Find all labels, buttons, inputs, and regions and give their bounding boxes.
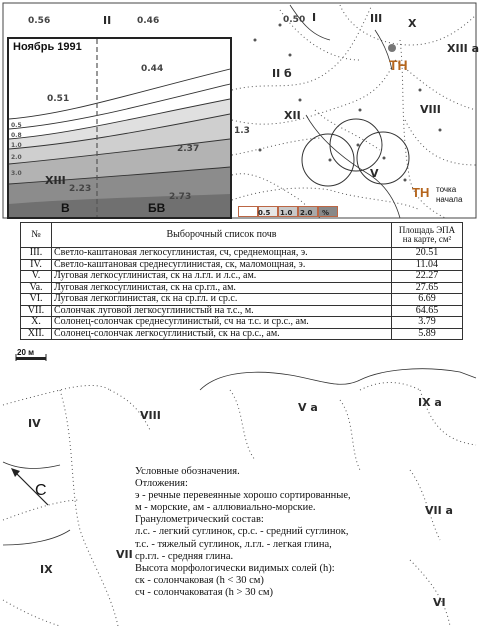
legend-deposits-line: м - морские, ам - аллювиально-морские. <box>135 502 351 514</box>
row-soil: Луговая легкосуглинистая, ск на л.гл. и л.с., ам. <box>52 271 392 283</box>
contour-value: 0.46 <box>137 16 160 26</box>
table-row <box>21 282 463 294</box>
row-area: 20.51 <box>392 248 463 260</box>
legend-deposits-line: э - речные перевеянные хорошо сортированные, <box>135 490 351 502</box>
start-point-legend-symbol: ТН <box>412 185 430 200</box>
inset-value: 0.51 <box>47 94 70 104</box>
scale-bar <box>16 357 46 360</box>
zone-label: II <box>103 14 112 27</box>
legend-granulometry-title: Гранулометрический состав: <box>135 514 351 526</box>
inset-value: 2.73 <box>169 192 192 202</box>
legend-salts-line: ск - солончаковая (h < 30 см) <box>135 575 351 587</box>
table-row <box>21 259 463 271</box>
legend-granulometry-line: т.с. - тяжелый суглинок, л.гл. - легкая глина, <box>135 539 351 551</box>
inset-value: 0.44 <box>141 64 164 74</box>
row-area: 64.65 <box>392 305 463 317</box>
zone-label: X <box>408 17 417 30</box>
row-area: 27.65 <box>392 282 463 294</box>
zone-label: II б <box>272 67 292 80</box>
zone-label: V <box>370 167 379 180</box>
inset-zone-label: XIII <box>45 174 66 187</box>
column-header-area: Площадь ЭПА на карте, см² <box>392 223 463 248</box>
zone-label: VI <box>433 596 446 609</box>
row-area: 6.69 <box>392 294 463 306</box>
legend-title: Условные обозначения. <box>135 466 351 478</box>
scale-label: 20 м <box>17 348 35 357</box>
row-number: VI. <box>21 294 52 306</box>
contour-value: 0.56 <box>28 16 51 26</box>
inset-title: Ноябрь 1991 <box>13 41 82 53</box>
salinity-label: % <box>322 209 330 217</box>
inset-side-label: В <box>61 201 70 215</box>
table-row <box>21 317 463 329</box>
row-soil: Солонец-солончак среднесуглинистый, сч на т.с. и ср.с., ам. <box>52 317 392 329</box>
zone-label: VIII <box>420 103 441 116</box>
table-row <box>21 248 463 260</box>
inset-axis-label: 2.0 <box>11 154 22 161</box>
row-number: XII. <box>21 328 52 340</box>
row-area: 5.89 <box>392 328 463 340</box>
row-area: 3.79 <box>392 317 463 329</box>
inset-map <box>7 37 232 219</box>
table-row <box>21 328 463 340</box>
zone-label: III <box>370 12 383 25</box>
legend-deposits-title: Отложения: <box>135 478 351 490</box>
inset-axis-label: 0.8 <box>11 132 22 139</box>
salinity-swatch <box>238 206 258 217</box>
zone-label: I <box>312 11 317 24</box>
column-header-soil: Выборочный список почв <box>52 223 392 248</box>
legend-granulometry-line: л.с. - легкий суглинок, ср.с. - средний суглинок, <box>135 526 351 538</box>
salinity-label: 2.0 <box>300 209 313 217</box>
sample-points <box>254 24 442 182</box>
start-point-marker <box>388 44 396 52</box>
zone-label: IV <box>28 417 41 430</box>
row-number: Va. <box>21 282 52 294</box>
zone-label: IX <box>40 563 53 576</box>
row-number: IV. <box>21 259 52 271</box>
row-number: III. <box>21 248 52 260</box>
start-point-legend-text: точка <box>436 185 457 194</box>
zone-label: VIII <box>140 409 161 422</box>
row-number: X. <box>21 317 52 329</box>
zone-label: V a <box>298 401 318 414</box>
table-header-row <box>21 223 463 248</box>
zone-label: XII <box>284 109 301 122</box>
inset-side-label: БВ <box>148 201 166 215</box>
soil-table <box>20 222 463 340</box>
inset-axis-label: 1.0 <box>11 142 22 149</box>
row-soil: Луговая легкоглинистая, ск на ср.гл. и ср.с. <box>52 294 392 306</box>
table-row <box>21 305 463 317</box>
column-header-number: № <box>21 223 52 248</box>
map-legend <box>135 466 351 599</box>
legend-granulometry-line: ср.гл. - средняя глина. <box>135 551 351 563</box>
inset-graphic <box>9 39 230 217</box>
row-area: 22.27 <box>392 271 463 283</box>
inset-value: 2.37 <box>177 144 200 154</box>
table-row <box>21 271 463 283</box>
row-soil: Солонец-солончак легкосуглинистый, ск на ср.с., ам. <box>52 328 392 340</box>
start-point-label: ТН <box>389 57 408 73</box>
north-label: С <box>35 482 47 499</box>
row-number: VII. <box>21 305 52 317</box>
inset-value: 2.23 <box>69 184 92 194</box>
row-soil: Светло-каштановая легкосуглинистая, сч, среднемощная, э. <box>52 248 392 260</box>
salinity-label: 1.0 <box>280 209 293 217</box>
row-area: 11.04 <box>392 259 463 271</box>
zone-label: VII <box>116 548 133 561</box>
zone-label: VII a <box>425 504 453 517</box>
contour-value: 1.3 <box>234 126 250 136</box>
top-map-lines <box>290 5 400 218</box>
sample-circles <box>302 119 409 186</box>
legend-salts-title: Высота морфологически видимых солей (h): <box>135 563 351 575</box>
row-soil: Светло-каштановая среднесуглинистая, ск, маломощная, э. <box>52 259 392 271</box>
row-number: V. <box>21 271 52 283</box>
contour-value: 0.50 <box>283 15 306 25</box>
start-point-legend-text: начала <box>436 195 463 204</box>
legend-salts-line: сч - солончаковатая (h > 30 см) <box>135 587 351 599</box>
table-row <box>21 294 463 306</box>
salinity-label: 0.5 <box>258 209 271 217</box>
zone-label: XIII a <box>447 42 479 55</box>
inset-axis-label: 3.0 <box>11 170 22 177</box>
inset-axis-label: 0.5 <box>11 122 22 129</box>
zone-label: IX a <box>418 396 442 409</box>
row-soil: Луговая легкосуглинистая, ск на ср.гл., ам. <box>52 282 392 294</box>
row-soil: Солончак луговой легкосуглинистый на т.с., м. <box>52 305 392 317</box>
